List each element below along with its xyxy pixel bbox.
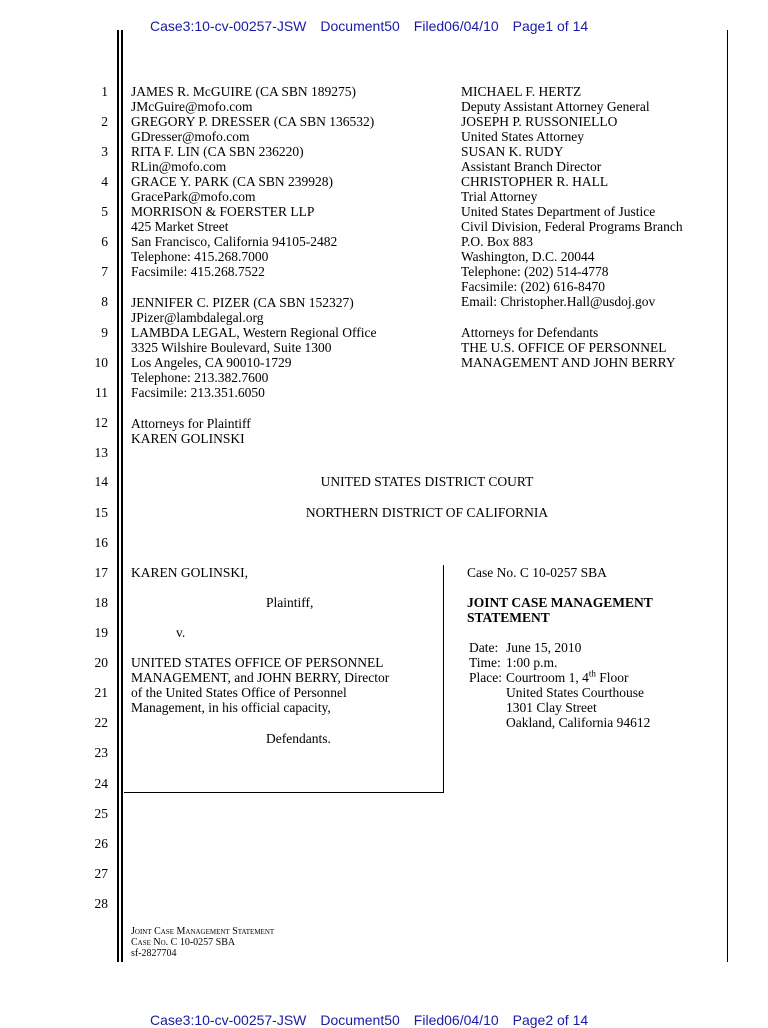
defendant-line: UNITED STATES OFFICE OF PERSONNEL (131, 655, 384, 670)
hearing-time-value: 1:00 p.m. (506, 655, 558, 670)
line-number: 7 (101, 264, 108, 279)
counsel-line: MORRISON & FOERSTER LLP (131, 204, 315, 219)
line-number: 8 (101, 294, 108, 309)
hearing-info (469, 640, 654, 730)
header-case-number: Case3:10-cv-00257-JSW (150, 1012, 307, 1028)
counsel-line: GRACE Y. PARK (CA SBN 239928) (131, 174, 334, 189)
header-document-number: Document50 (320, 1012, 400, 1028)
counsel-line: SUSAN K. RUDY (461, 144, 564, 159)
counsel-line: 3325 Wilshire Boulevard, Suite 1300 (131, 340, 332, 355)
lambda-legal-counsel-block (131, 295, 377, 400)
counsel-line: Facsimile: 415.268.7522 (131, 264, 265, 279)
hearing-date-label: Date: (469, 640, 499, 655)
place-ordinal: th (588, 668, 596, 679)
line-number: 22 (94, 715, 108, 730)
document-title-line: STATEMENT (467, 610, 550, 625)
caption-plaintiff: KAREN GOLINSKI, (131, 565, 248, 580)
line-number: 16 (94, 535, 108, 550)
footer-document-title: Joint Case Management Statement (131, 926, 275, 937)
court-district: NORTHERN DISTRICT OF CALIFORNIA (305, 505, 549, 520)
line-number: 6 (101, 234, 108, 249)
line-number: 13 (94, 445, 108, 460)
place-floor: Floor (595, 670, 629, 685)
line-number: 9 (101, 325, 108, 340)
line-number: 17 (94, 565, 108, 580)
counsel-line: GDresser@mofo.com (131, 129, 250, 144)
counsel-line: CHRISTOPHER R. HALL (461, 174, 609, 189)
ecf-header (150, 18, 602, 34)
counsel-line: JAMES R. McGUIRE (CA SBN 189275) (131, 84, 357, 99)
defense-counsel-block (461, 84, 683, 309)
counsel-line: Telephone: 213.382.7600 (131, 370, 269, 385)
counsel-line: Telephone: (202) 514-4778 (461, 264, 609, 279)
counsel-line: JENNIFER C. PIZER (CA SBN 152327) (131, 295, 354, 310)
counsel-line: San Francisco, California 94105-2482 (131, 234, 338, 249)
counsel-line: GREGORY P. DRESSER (CA SBN 136532) (131, 114, 375, 129)
footer-case-number: Case No. C 10-0257 SBA (131, 937, 236, 948)
line-number: 3 (101, 144, 108, 159)
line-number: 21 (94, 685, 108, 700)
counsel-line: Facsimile: (202) 616-8470 (461, 279, 605, 294)
header-case-number: Case3:10-cv-00257-JSW (150, 18, 307, 34)
caption-defendants (131, 655, 389, 715)
counsel-line: Deputy Assistant Attorney General (461, 99, 650, 114)
page-footer (131, 926, 274, 959)
line-number: 2 (101, 114, 108, 129)
counsel-line: RLin@mofo.com (131, 159, 227, 174)
counsel-line: LAMBDA LEGAL, Western Regional Office (131, 325, 377, 340)
defendant-line: MANAGEMENT, and JOHN BERRY, Director (131, 670, 390, 685)
counsel-line: Email: Christopher.Hall@usdoj.gov (461, 294, 656, 309)
line-number: 23 (94, 745, 108, 760)
place-courthouse: United States Courthouse (506, 685, 644, 700)
line-number: 5 (101, 204, 108, 219)
line-number: 1 (101, 84, 108, 99)
counsel-line: JPizer@lambdalegal.org (131, 310, 264, 325)
defendant-line: of the United States Office of Personnel (131, 685, 347, 700)
header-filed-date: Filed06/04/10 (413, 18, 499, 34)
counsel-line: Civil Division, Federal Programs Branch (461, 219, 683, 234)
defendant-line: Management, in his official capacity, (131, 700, 331, 715)
attorneys-for-line: Attorneys for Plaintiff (131, 416, 251, 431)
line-number: 18 (94, 595, 108, 610)
document-title-line: JOINT CASE MANAGEMENT (467, 595, 653, 610)
left-margin-rule-inner (121, 30, 123, 962)
counsel-line: P.O. Box 883 (461, 234, 534, 249)
caption-divider-horizontal (124, 792, 444, 793)
counsel-line: Assistant Branch Director (461, 159, 602, 174)
attorneys-for-line: THE U.S. OFFICE OF PERSONNEL (461, 340, 667, 355)
line-number: 19 (94, 625, 108, 640)
counsel-line: Trial Attorney (461, 189, 538, 204)
caption-versus: v. (176, 625, 186, 640)
counsel-line: MICHAEL F. HERTZ (461, 84, 582, 99)
plaintiff-attorneys-for (131, 416, 251, 446)
caption-divider-vertical (443, 565, 444, 793)
counsel-line: JMcGuire@mofo.com (131, 99, 253, 114)
place-street: 1301 Clay Street (506, 700, 597, 715)
counsel-line: JOSEPH P. RUSSONIELLO (461, 114, 618, 129)
right-margin-rule (727, 30, 728, 962)
line-number: 20 (94, 655, 108, 670)
counsel-line: Los Angeles, CA 90010-1729 (131, 355, 292, 370)
counsel-line: United States Department of Justice (461, 204, 656, 219)
line-number: 12 (94, 415, 108, 430)
ecf-header-page-2 (150, 1012, 602, 1028)
counsel-line: 425 Market Street (131, 219, 229, 234)
case-number: Case No. C 10-0257 SBA (467, 565, 607, 580)
line-number: 27 (94, 866, 108, 881)
line-number: 15 (94, 505, 108, 520)
hearing-place-label: Place: (469, 670, 502, 685)
document-title (467, 595, 653, 625)
attorneys-for-line: Attorneys for Defendants (461, 325, 599, 340)
line-number: 4 (101, 174, 108, 189)
left-margin-rule-outer (117, 30, 119, 962)
line-number: 14 (94, 474, 108, 489)
header-page-number: Page2 of 14 (512, 1012, 589, 1028)
counsel-line: RITA F. LIN (CA SBN 236220) (131, 144, 304, 159)
defense-attorneys-for (461, 325, 676, 370)
header-filed-date: Filed06/04/10 (413, 1012, 499, 1028)
attorneys-for-line: MANAGEMENT AND JOHN BERRY (461, 355, 676, 370)
place-city: Oakland, California 94612 (506, 715, 651, 730)
place-courtroom: Courtroom 1, 4 (506, 670, 589, 685)
line-number: 28 (94, 896, 108, 911)
counsel-line: Telephone: 415.268.7000 (131, 249, 269, 264)
hearing-place-value (506, 670, 654, 730)
caption-defendants-role: Defendants. (266, 731, 331, 746)
line-number: 25 (94, 806, 108, 821)
hearing-time-label: Time: (469, 655, 501, 670)
counsel-line: Washington, D.C. 20044 (461, 249, 595, 264)
line-number: 24 (94, 776, 108, 791)
footer-doc-id: sf-2827704 (131, 948, 177, 959)
counsel-line: United States Attorney (461, 129, 584, 144)
line-number: 26 (94, 836, 108, 851)
line-number: 10 (94, 355, 108, 370)
counsel-line: GracePark@mofo.com (131, 189, 256, 204)
caption-plaintiff-role: Plaintiff, (266, 595, 314, 610)
counsel-line: Facsimile: 213.351.6050 (131, 385, 265, 400)
court-name: UNITED STATES DISTRICT COURT (320, 474, 534, 489)
hearing-date-value: June 15, 2010 (506, 640, 582, 655)
line-number: 11 (95, 385, 108, 400)
header-page-number: Page1 of 14 (512, 18, 589, 34)
attorneys-for-line: KAREN GOLINSKI (131, 431, 245, 446)
header-document-number: Document50 (320, 18, 400, 34)
plaintiff-counsel-block (131, 84, 374, 279)
